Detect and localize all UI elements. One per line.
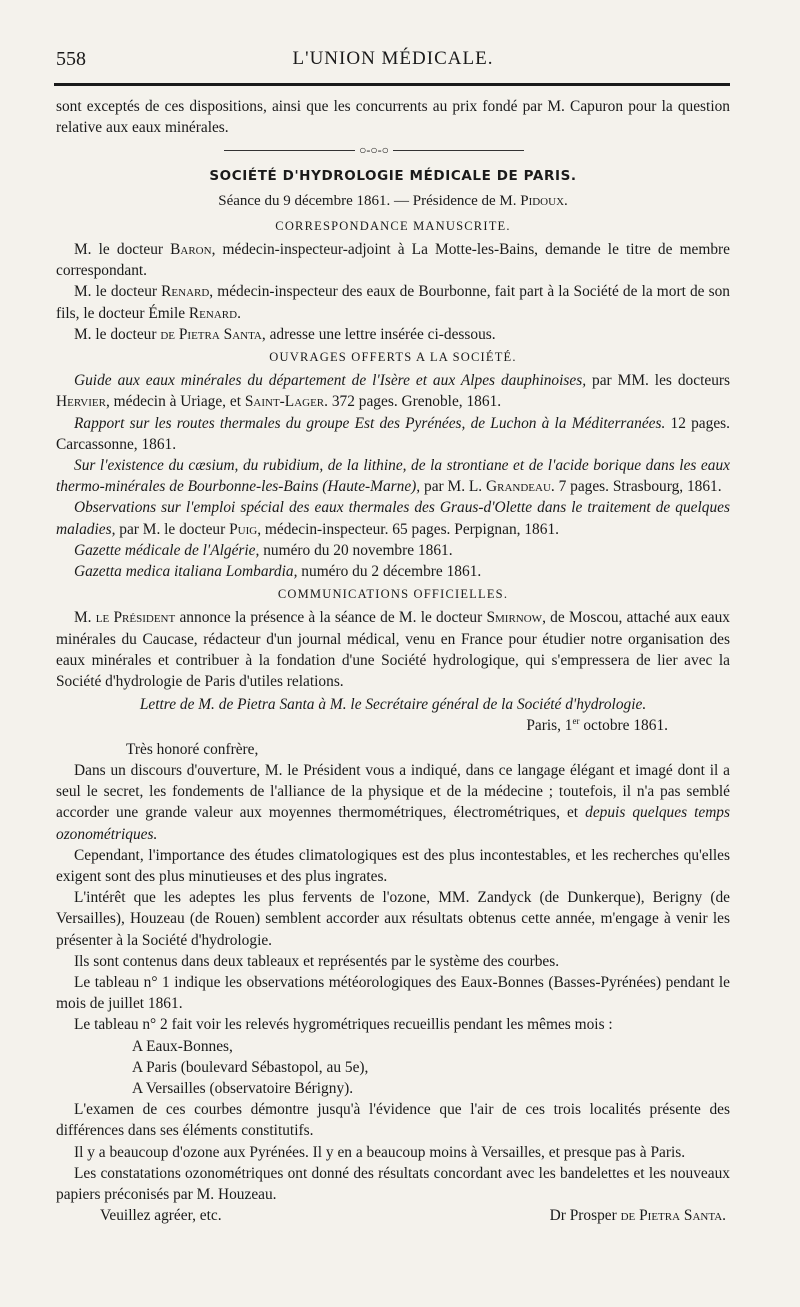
work-item-6: Gazetta medica italiana Lombardia, numéro du 2 décembre 1861. bbox=[74, 563, 482, 581]
letter-title: Lettre de M. de Pietra Santa à M. le Secrétaire général de la Société d'hydrologie. bbox=[139, 696, 647, 714]
section-ornament bbox=[56, 138, 730, 164]
header-rule bbox=[54, 83, 730, 86]
letter-paragraph-9: Les constatations ozonométriques ont donné des résultats concordant avec les bandelettes et les nouveaux papiers préconisés par M. Houzeau. bbox=[56, 1164, 730, 1203]
intro-paragraph: sont exceptés de ces dispositions, ainsi que les concurrents au prix fondé par M. Capuron pour la question relative aux eaux minérales. bbox=[56, 98, 730, 137]
section-heading-correspondance: CORRESPONDANCE MANUSCRITE. bbox=[275, 218, 511, 233]
letter-paragraph-4: Ils sont contenus dans deux tableaux et représentés par le système des courbes. bbox=[74, 952, 560, 970]
ornament-knot-icon: ○-○-○ bbox=[355, 138, 393, 162]
work-item-4: Observations sur l'emploi spécial des eaux thermales des Graus-d'Olette dans le traitement de quelques maladies, par M. le docteur Puig, médecin-inspecteur. 65 pages. Perpignan, 1861. bbox=[56, 499, 730, 538]
communication-paragraph: M. le Président annonce la présence à la séance de M. le docteur Smirnow, de Moscou, attaché aux eaux minérales du Caucase, rédacteur d'un journal médical, venu en France pour étudier notre organisation des eaux minérales et contribuer à la fondation d'une Société hydrologique, qui s'empressera de lier avec la Société d'hydrologie de Paris d'utiles relations. bbox=[56, 609, 730, 691]
person-name: Renard bbox=[188, 304, 238, 322]
letter-paragraph-5: Le tableau n° 1 indique les observations météorologiques des Eaux-Bonnes (Basses-Pyrénées) pendant le mois de juillet 1861. bbox=[56, 973, 730, 1013]
seance-text: Séance du 9 décembre 1861. — Présidence de M. bbox=[218, 192, 521, 209]
letter-paragraph-8: Il y a beaucoup d'ozone aux Pyrénées. Il y en a beaucoup moins à Versailles, et presque pas à Paris. bbox=[74, 1143, 686, 1161]
work-title: Observations sur l'emploi spécial des eaux thermales des Graus-d'Olette dans le traitement de quelques maladies, bbox=[56, 499, 730, 538]
letter-closing: Veuillez agréer, etc. bbox=[100, 1207, 222, 1225]
work-item-1: Guide aux eaux minérales du département de l'Isère et aux Alpes dauphinoises, par MM. les docteurs Hervier, médecin à Uriage, et Saint-Lager. 372 pages. Grenoble, 1861. bbox=[56, 372, 730, 411]
letter-salutation: Très honoré confrère, bbox=[126, 740, 259, 758]
work-title: Gazette médicale de l'Algérie, bbox=[74, 541, 260, 559]
section-heading-communications: COMMUNICATIONS OFFICIELLES. bbox=[277, 587, 509, 602]
person-name: Renard bbox=[161, 283, 210, 301]
letter-paragraph-3: L'intérêt que les adeptes les plus fervents de l'ozone, MM. Zandyck (de Dunkerque), Berigny (de Versailles), Houzeau (de Rouen) semblent accorder aux résultats obtenus cette année, m'engage à venir les présenter à la Société d'hydrologie. bbox=[56, 889, 730, 949]
work-item-2: Rapport sur les routes thermales du groupe Est des Pyrénées, de Luchon à la Méditerranées. 12 pages. Carcassonne, 1861. bbox=[56, 414, 730, 453]
letter-paragraph-7: L'examen de ces courbes démontre jusqu'à l'évidence que l'air de ces trois localités présente des différences dans ses éléments constitutifs. bbox=[56, 1101, 730, 1140]
list-item: A Eaux-Bonnes, bbox=[132, 1037, 233, 1055]
running-title: L'UNION MÉDICALE. bbox=[292, 48, 494, 69]
letter-paragraph-1: Dans un discours d'ouverture, M. le Président vous a indiqué, dans ce langage élégant et imagé dont il a seul le secret, les fondements de l'alliance de la physique et de la médecine ; toutefois, il n'a pas semblé accorder une grande valeur aux moyennes thermométriques, électrométriques, et depuis quelques temps ozonométriques. bbox=[56, 761, 730, 843]
work-item-5: Gazette médicale de l'Algérie, numéro du 20 novembre 1861. bbox=[74, 541, 453, 559]
person-name: de Pietra Santa bbox=[160, 325, 262, 343]
person-name: Baron bbox=[170, 241, 212, 259]
seance-end: . bbox=[564, 192, 568, 209]
letter-paragraph-2: Cependant, l'importance des études climatologiques est des plus incontestables, et les recherches qu'elles exigent sont des plus minutieuses et des plus ingrates. bbox=[56, 846, 730, 885]
work-item-3: Sur l'existence du cæsium, du rubidium, de la lithine, de la strontiane et de l'acide borique dans les eaux thermo-minérales de Bourbonne-les-Bains (Haute-Marne), par M. L. Grandeau. 7 pages. Strasbourg, 1861. bbox=[56, 457, 730, 496]
letter-date: Paris, 1er octobre 1861. bbox=[526, 716, 668, 735]
page-number: 558 bbox=[56, 48, 86, 70]
work-title: Guide aux eaux minérales du département de l'Isère et aux Alpes dauphinoises, bbox=[74, 372, 587, 390]
correspondance-item-2: M. le docteur Renard, médecin-inspecteur des eaux de Bourbonne, fait part à la Société de la mort de son fils, le docteur Émile Renard. bbox=[56, 283, 730, 322]
president-name: Pidoux bbox=[520, 192, 565, 209]
work-title: Rapport sur les routes thermales du groupe Est des Pyrénées, de Luchon à la Méditerranées. bbox=[74, 414, 666, 432]
signature-line bbox=[56, 1205, 730, 1227]
seance-line bbox=[56, 191, 730, 212]
work-title: Sur l'existence du cæsium, du rubidium, de la lithine, de la strontiane et de l'acide borique dans les eaux thermo-minérales de Bourbonne-les-Bains (Haute-Marne), bbox=[56, 457, 730, 496]
correspondance-item-1: M. le docteur Baron, médecin-inspecteur-adjoint à La Motte-les-Bains, demande le titre de membre correspondant. bbox=[56, 241, 730, 280]
page-header bbox=[56, 48, 730, 72]
letter-signature: Dr Prosper de Pietra Santa. bbox=[549, 1207, 726, 1225]
list-item: A Versailles (observatoire Bérigny). bbox=[132, 1079, 354, 1097]
section-heading-ouvrages: OUVRAGES OFFERTS A LA SOCIÉTÉ. bbox=[269, 350, 517, 365]
work-title: Gazetta medica italiana Lombardia, bbox=[74, 563, 298, 581]
correspondance-item-3: M. le docteur de Pietra Santa, adresse une lettre insérée ci-dessous. bbox=[74, 325, 496, 343]
letter-paragraph-6: Le tableau n° 2 fait voir les relevés hygrométriques recueillis pendant les mêmes mois : bbox=[74, 1016, 613, 1034]
list-item: A Paris (boulevard Sébastopol, au 5e), bbox=[132, 1058, 369, 1076]
society-heading: SOCIÉTÉ D'HYDROLOGIE MÉDICALE DE PARIS. bbox=[209, 168, 577, 185]
article-body bbox=[56, 96, 730, 1227]
